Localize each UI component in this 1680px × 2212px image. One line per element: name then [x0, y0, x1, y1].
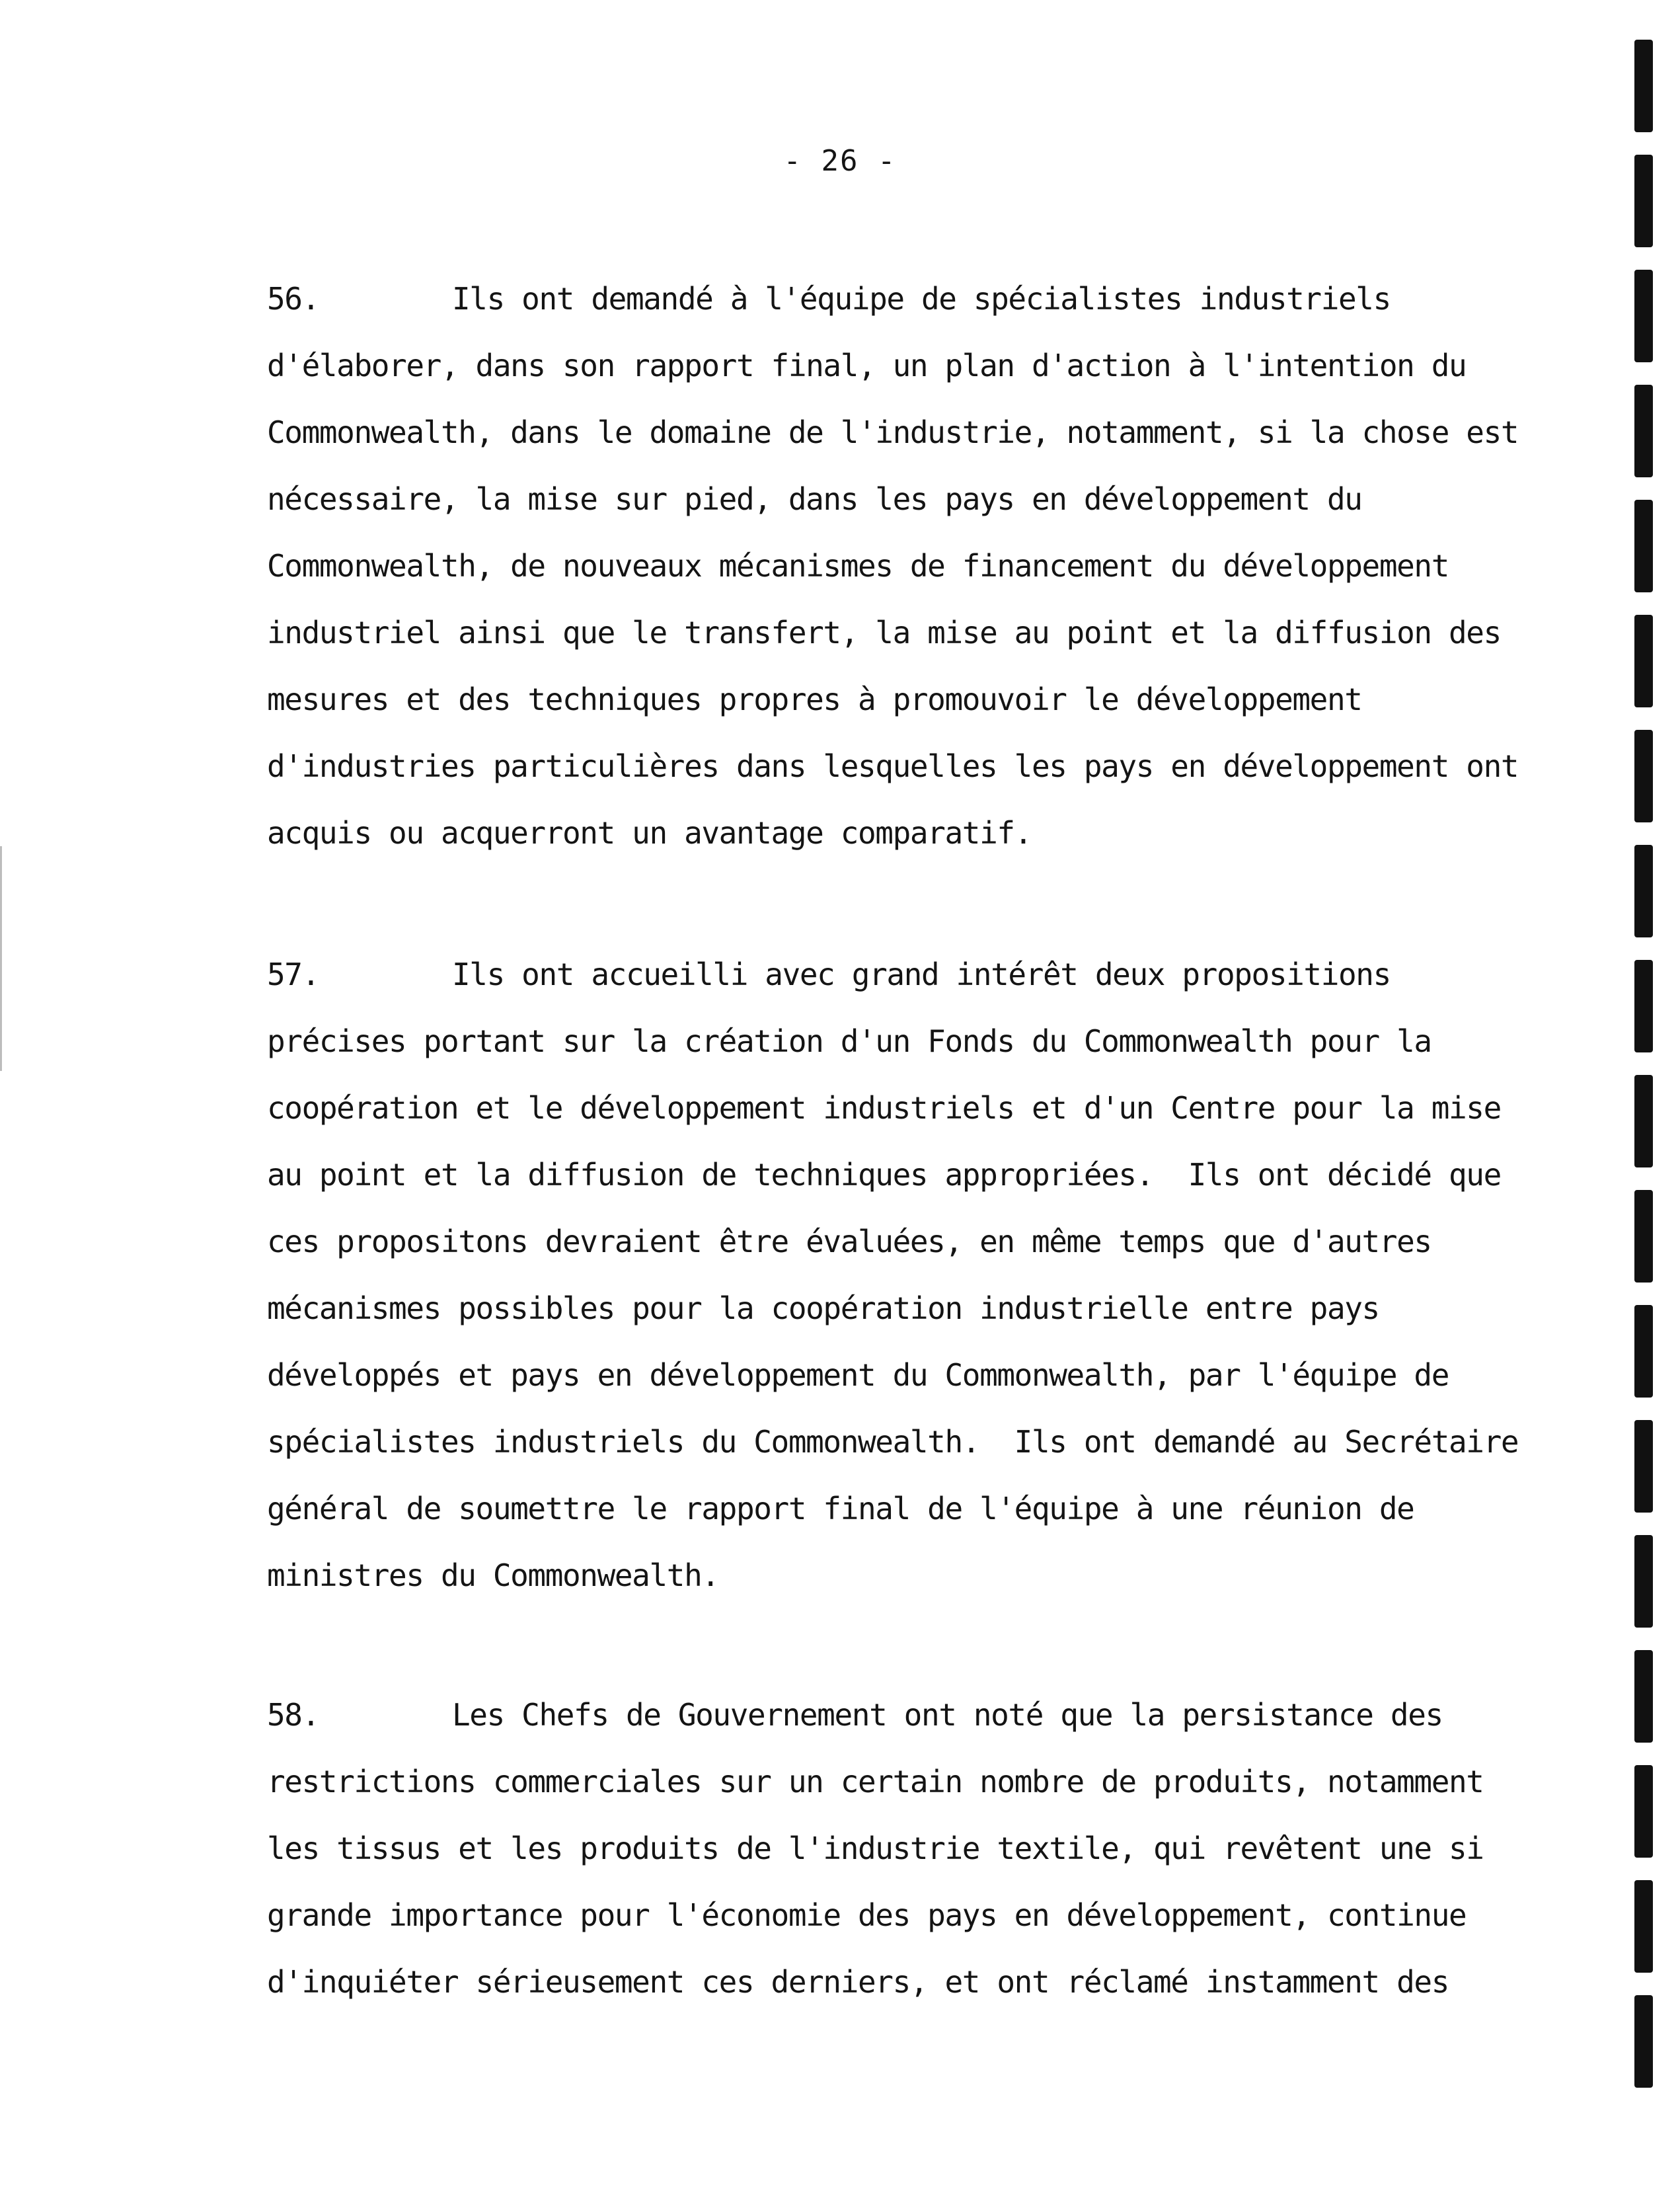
paragraph-line: [267, 266, 1509, 333]
binding-mark: [1634, 615, 1653, 707]
paragraph-57: [267, 941, 1519, 1609]
paragraph-line: au point et la diffusion de techniques appropriées. Ils ont décidé que: [267, 1157, 1501, 1193]
binding-mark: [1634, 385, 1653, 477]
paragraph-text: Ils ont demandé à l'équipe de spécialistes industriels: [452, 281, 1391, 317]
paragraph-line: d'élaborer, dans son rapport final, un plan d'action à l'intention du: [267, 348, 1467, 383]
binding-mark: [1634, 1075, 1653, 1167]
binding-mark: [1634, 1995, 1653, 2088]
paragraph-line: général de soumettre le rapport final de l'équipe à une réunion de: [267, 1491, 1414, 1526]
binding-mark: [1634, 1765, 1653, 1858]
paragraph-line: d'inquiéter sérieusement ces derniers, et ont réclamé instamment des: [267, 1964, 1449, 2000]
paragraph-line: restrictions commerciales sur un certain nombre de produits, notamment: [267, 1764, 1484, 1799]
paragraph-line: Commonwealth, dans le domaine de l'industrie, notamment, si la chose est: [267, 415, 1519, 450]
binding-mark: [1634, 1650, 1653, 1743]
paragraph-line: nécessaire, la mise sur pied, dans les pays en développement du: [267, 481, 1362, 517]
paragraph-line: mécanismes possibles pour la coopération industrielle entre pays: [267, 1290, 1379, 1326]
binding-mark: [1634, 960, 1653, 1052]
binding-mark: [1634, 1190, 1653, 1283]
paragraph-line: [267, 941, 1509, 1008]
binding-mark: [1634, 845, 1653, 937]
binding-mark: [1634, 500, 1653, 592]
paragraph-56: [267, 266, 1519, 867]
binding-mark: [1634, 40, 1653, 132]
paragraph-line: spécialistes industriels du Commonwealth. Ils ont demandé au Secrétaire: [267, 1424, 1519, 1460]
binding-mark: [1634, 155, 1653, 247]
paragraph-line: ministres du Commonwealth.: [267, 1558, 719, 1593]
binding-mark: [1634, 1305, 1653, 1398]
paragraph-line: industriel ainsi que le transfert, la mise au point et la diffusion des: [267, 615, 1501, 651]
binding-mark: [1634, 1420, 1653, 1513]
paragraph-line: grande importance pour l'économie des pays en développement, continue: [267, 1897, 1467, 1933]
paragraph-line: d'industries particulières dans lesquelles les pays en développement ont: [267, 748, 1519, 784]
paragraph-text: Ils ont accueilli avec grand intérêt deux propositions: [452, 957, 1391, 992]
scan-edge: [0, 846, 2, 1071]
paragraph-line: mesures et des techniques propres à promouvoir le développement: [267, 682, 1362, 717]
binding-mark: [1634, 1535, 1653, 1628]
binding-mark: [1634, 270, 1653, 362]
binding-mark: [1634, 1880, 1653, 1973]
paragraph-number: 57.: [267, 957, 319, 992]
paragraph-58: [267, 1682, 1509, 2016]
paragraph-number: 56.: [267, 281, 319, 317]
binding-marks: [1634, 40, 1654, 2168]
paragraph-number: 58.: [267, 1697, 319, 1733]
paragraph-line: [267, 1682, 1509, 1749]
paragraph-line: coopération et le développement industriels et d'un Centre pour la mise: [267, 1090, 1501, 1126]
paragraph-line: Commonwealth, de nouveaux mécanismes de financement du développement: [267, 548, 1449, 584]
paragraph-line: acquis ou acquerront un avantage comparatif.: [267, 815, 1032, 851]
paragraph-line: les tissus et les produits de l'industrie textile, qui revêtent une si: [267, 1831, 1484, 1866]
paragraph-line: précises portant sur la création d'un Fonds du Commonwealth pour la: [267, 1023, 1432, 1059]
page-number: - 26 -: [783, 144, 897, 178]
paragraph-line: ces propositons devraient être évaluées, en même temps que d'autres: [267, 1224, 1432, 1259]
paragraph-text: Les Chefs de Gouvernement ont noté que la persistance des: [452, 1697, 1443, 1733]
binding-mark: [1634, 730, 1653, 822]
paragraph-line: développés et pays en développement du Commonwealth, par l'équipe de: [267, 1357, 1449, 1393]
